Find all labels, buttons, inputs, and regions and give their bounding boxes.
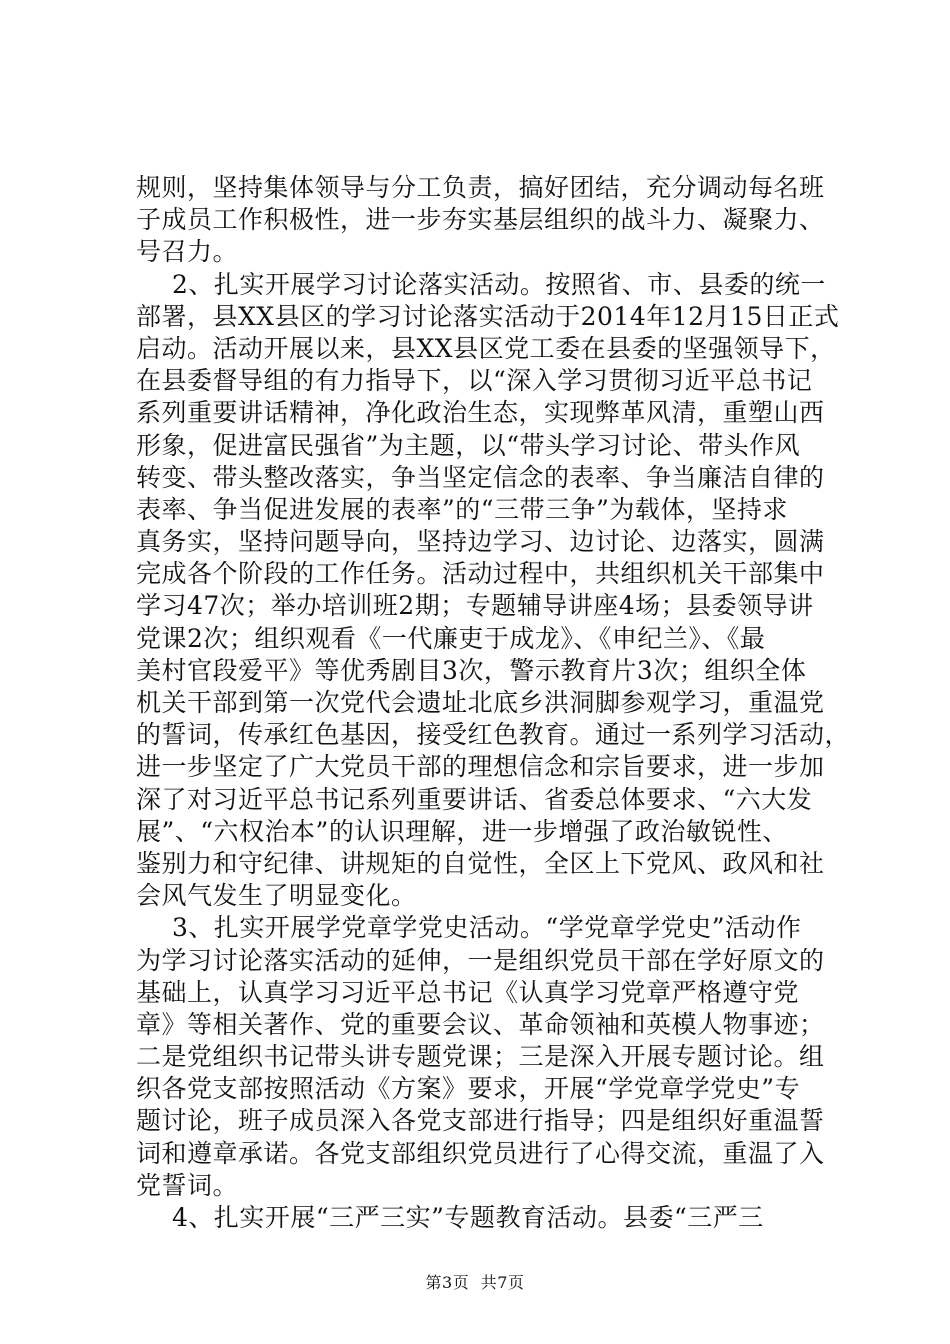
- text-line: 3、扎实开展学党章学党史活动。“学党章学党史”活动作: [172, 913, 802, 943]
- text-line: 真务实，坚持问题导向，坚持边学习、边讨论、边落实，圆满: [136, 527, 825, 557]
- text-line: 党课2次；组织观看《一代廉吏于成龙》、《申纪兰》、《最: [136, 623, 766, 653]
- total-pages: 共7页: [480, 1273, 525, 1292]
- text-line: 规则，坚持集体领导与分工负责，搞好团结，充分调动每名班: [136, 173, 825, 202]
- text-line: 4、扎实开展“三严三实”专题教育活动。县委“三严三: [172, 1203, 764, 1232]
- text-line: 词和遵章承诺。各党支部组织党员进行了心得交流，重温了入: [136, 1138, 825, 1168]
- text-line: 转变、带头整改落实，争当坚定信念的表率、争当廉洁自律的: [136, 462, 825, 492]
- text-line: 在县委督导组的有力指导下，以“深入学习贯彻习近平总书记: [136, 366, 813, 396]
- text-line: 美村官段爱平》等优秀剧目3次，警示教育片3次；组织全体: [136, 655, 807, 685]
- text-line: 进一步坚定了广大党员干部的理想信念和宗旨要求，进一步加: [136, 752, 825, 782]
- text-line: 深了对习近平总书记系列重要讲话、省委总体要求、“六大发: [136, 784, 813, 814]
- text-line: 2、扎实开展学习讨论落实活动。按照省、市、县委的统一: [172, 269, 826, 299]
- text-line: 章》等相关著作、党的重要会议、革命领袖和英模人物事迹；: [136, 1009, 825, 1039]
- text-line: 系列重要讲话精神，净化政治生态，实现弊革风清，重塑山西: [136, 398, 825, 428]
- text-line: 织各党支部按照活动《方案》要求，开展“学党章学党史”专: [136, 1074, 801, 1104]
- page-number: 第3页: [425, 1273, 470, 1292]
- page-footer: [0, 1270, 950, 1293]
- text-line: 完成各个阶段的工作任务。活动过程中，共组织机关干部集中: [136, 559, 825, 589]
- text-line: 学习47次；举办培训班2期；专题辅导讲座4场；县委领导讲: [136, 591, 814, 621]
- text-line: 子成员工作积极性，进一步夯实基层组织的战斗力、凝聚力、: [136, 205, 825, 235]
- text-line: 号召力。: [136, 237, 239, 267]
- text-line: 展”、“六权治本”的认识理解，进一步增强了政治敏锐性、: [136, 816, 788, 846]
- text-line: 二是党组织书记带头讲专题党课；三是深入开展专题讨论。组: [136, 1042, 825, 1072]
- text-line: 会风气发生了明显变化。: [136, 881, 417, 911]
- text-line: 鉴别力和守纪律、讲规矩的自觉性，全区上下党风、政风和社: [136, 848, 825, 878]
- text-line: 基础上，认真学习习近平总书记《认真学习党章严格遵守党: [136, 977, 800, 1007]
- text-line: 党誓词。: [136, 1170, 239, 1200]
- text-line: 为学习讨论落实活动的延伸，一是组织党员干部在学好原文的: [136, 945, 825, 975]
- text-line: 启动。活动开展以来，县XX县区党工委在县委的坚强领导下，: [136, 333, 836, 363]
- text-line: 部署，县XX县区的学习讨论落实活动于2014年12月15日正式: [136, 301, 840, 331]
- text-line: 形象，促进富民强省”为主题，以“带头学习讨论、带头作风: [136, 430, 801, 460]
- text-line: 题讨论，班子成员深入各党支部进行指导；四是组织好重温誓: [136, 1106, 825, 1136]
- document-body: [136, 172, 851, 1234]
- text-line: 表率、争当促进发展的表率”的“三带三争”为载体，坚持求: [136, 494, 788, 524]
- text-line: 机关干部到第一次党代会遗址北底乡洪洞脚参观学习，重温党: [136, 688, 825, 717]
- text-line: 的誓词，传承红色基因，接受红色教育。通过一系列学习活动，: [136, 720, 851, 750]
